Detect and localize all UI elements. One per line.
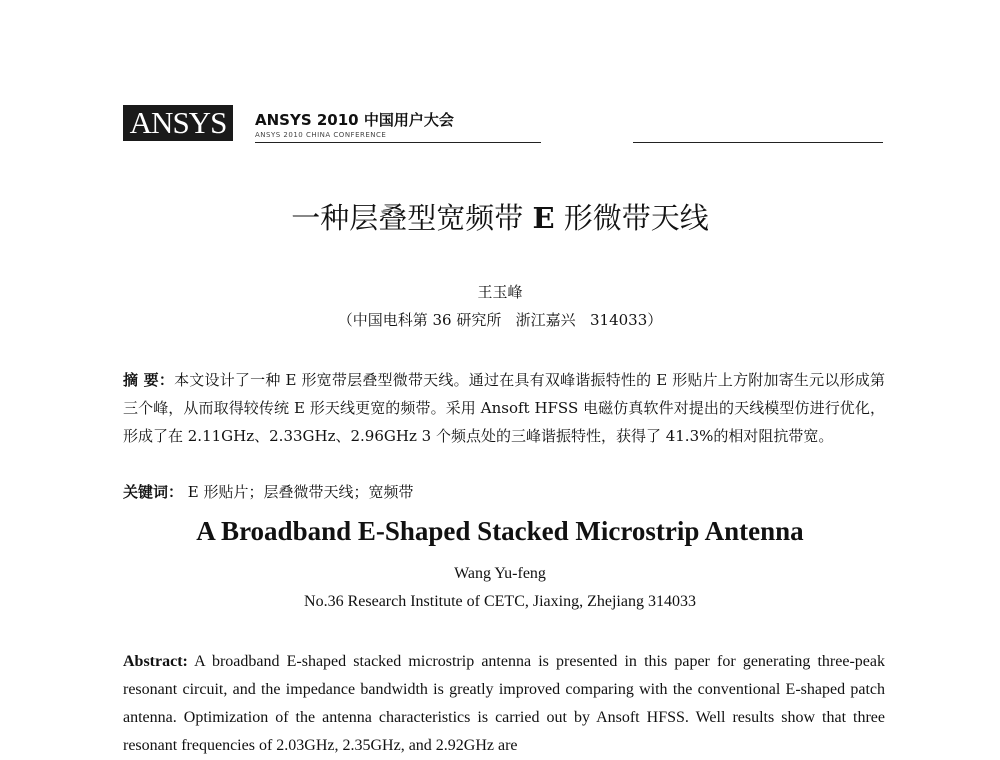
- chinese-abstract: [123, 366, 885, 450]
- header-rule-right: [633, 142, 883, 143]
- english-abstract: [123, 648, 885, 760]
- ansys-logo: ANSYS: [123, 105, 233, 141]
- chinese-title-part2: 形微带天线: [563, 201, 709, 235]
- english-abstract-label: Abstract:: [123, 653, 188, 670]
- chinese-keywords: [123, 478, 885, 506]
- page-header: [123, 103, 883, 147]
- english-title: A Broadband E-Shaped Stacked Microstrip Antenna: [196, 516, 804, 546]
- chinese-abstract-text: 本文设计了一种 E 形宽带层叠型微带天线。通过在具有双峰谐振特性的 E 形贴片上方附加寄生元以形成第三个峰，从而取得较传统 E 形天线更宽的频带。采用 Ansoft HFSS 电磁仿真软件对提出的天线模型仿进行优化，形成了在 2.11GHz、2.33GHz、2.96GHz 3 个频点处的三峰谐振特性，获得了 41.3%的相对阻抗带宽。: [123, 371, 885, 445]
- chinese-keywords-label: 关键词：: [123, 483, 184, 501]
- english-affiliation: No.36 Research Institute of CETC, Jiaxing, Zhejiang 314033: [304, 593, 696, 610]
- english-author: Wang Yu-feng: [454, 565, 546, 582]
- chinese-author: 王玉峰: [477, 283, 523, 301]
- header-rule-left: [255, 142, 541, 143]
- conference-subtitle: ANSYS 2010 CHINA CONFERENCE: [255, 131, 387, 139]
- chinese-title: [0, 196, 1000, 237]
- chinese-title-part1: 一种层叠型宽频带: [291, 201, 524, 235]
- chinese-affiliation: （中国电科第 36 研究所 浙江嘉兴 314033）: [337, 311, 663, 329]
- chinese-title-letter: E: [532, 201, 555, 235]
- chinese-abstract-label: 摘 要：: [123, 371, 175, 389]
- chinese-keywords-text: E 形贴片；层叠微带天线；宽频带: [183, 483, 414, 501]
- english-abstract-text: A broadband E-shaped stacked microstrip antenna is presented in this paper for generating three-peak resonant circuit, and the impedance bandwidth is greatly improved comparing with the conventional E-shaped patch antenna. Optimization of the antenna characteristics is carried out by Ansoft HFSS. Well results show that three resonant frequencies of 2.03GHz, 2.35GHz, and 2.92GHz are: [123, 653, 885, 754]
- conference-title: ANSYS 2010 中国用户大会: [255, 111, 454, 129]
